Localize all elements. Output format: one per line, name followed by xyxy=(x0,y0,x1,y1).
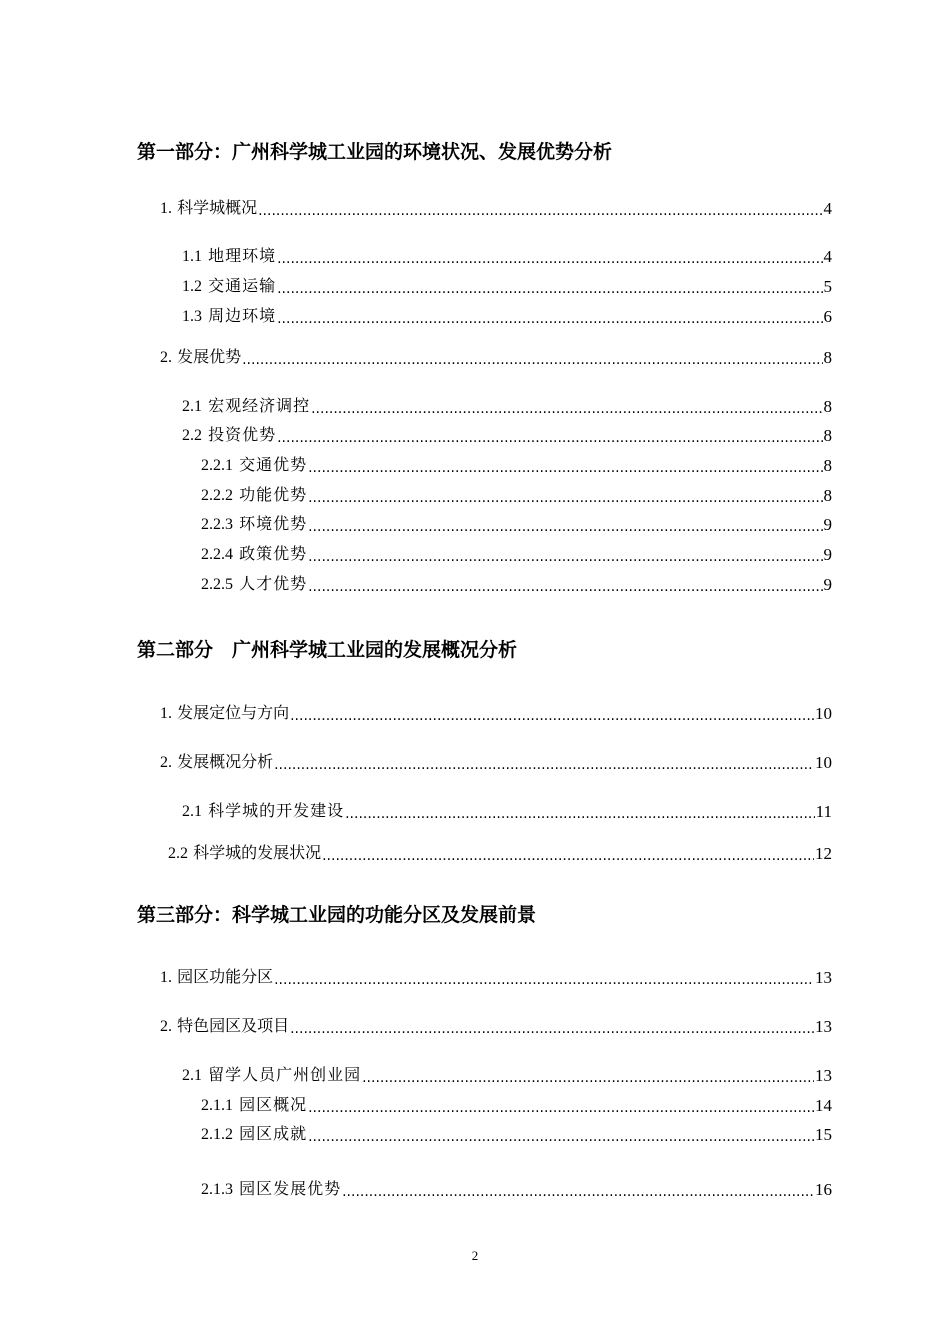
entry-title: 发展概况分析 xyxy=(177,752,274,771)
toc-entry[interactable] xyxy=(182,801,832,822)
entry-number: 1.2 xyxy=(182,278,202,295)
dot-leader xyxy=(308,549,822,565)
entry-title: 留学人员广州创业园 xyxy=(208,1065,362,1084)
dot-leader xyxy=(322,848,814,864)
entry-page: 13 xyxy=(815,968,832,987)
entry-page: 9 xyxy=(823,515,832,534)
entry-page: 8 xyxy=(823,348,832,367)
entry-title: 交通运输 xyxy=(208,276,277,295)
entry-number: 2.2 xyxy=(182,427,202,444)
toc-entry[interactable] xyxy=(201,485,832,506)
entry-title: 政策优势 xyxy=(239,544,308,563)
dot-leader xyxy=(342,1184,814,1200)
toc-entry[interactable] xyxy=(201,1124,832,1145)
entry-number: 2.1.1 xyxy=(201,1097,233,1114)
dot-leader xyxy=(277,430,822,446)
entry-title: 科学城的发展状况 xyxy=(193,843,322,862)
toc-entry[interactable] xyxy=(201,574,832,595)
entry-page: 8 xyxy=(823,456,832,475)
entry-page: 14 xyxy=(815,1096,832,1115)
entry-number: 1.1 xyxy=(182,248,202,265)
toc-entry[interactable] xyxy=(182,276,832,297)
page-number: 2 xyxy=(471,1248,479,1263)
entry-title: 地理环境 xyxy=(208,246,277,265)
entry-title: 投资优势 xyxy=(208,425,277,444)
entry-number: 2.2.1 xyxy=(201,457,233,474)
toc-entry[interactable] xyxy=(201,455,832,476)
entry-page: 10 xyxy=(815,753,832,772)
toc-entry[interactable] xyxy=(201,1179,832,1200)
toc-entry[interactable] xyxy=(182,246,832,267)
entry-page: 13 xyxy=(815,1066,832,1085)
dot-leader xyxy=(277,311,822,327)
dot-leader xyxy=(277,251,822,267)
entry-number: 2.2.4 xyxy=(201,546,233,563)
toc-entry[interactable] xyxy=(160,1016,832,1037)
toc-entry[interactable] xyxy=(182,1065,832,1086)
entry-page: 13 xyxy=(815,1017,832,1036)
entry-number: 1. xyxy=(160,969,172,986)
dot-leader xyxy=(274,757,814,773)
entry-page: 5 xyxy=(823,277,832,296)
dot-leader xyxy=(290,708,814,724)
entry-title: 园区成就 xyxy=(239,1124,308,1143)
entry-title: 园区概况 xyxy=(239,1095,308,1114)
entry-number: 2. xyxy=(160,349,172,366)
dot-leader xyxy=(308,490,822,506)
toc-entry[interactable] xyxy=(160,347,832,368)
entry-number: 1.3 xyxy=(182,308,202,325)
toc-entry[interactable] xyxy=(160,703,832,724)
entry-number: 2.1 xyxy=(182,398,202,415)
entry-title: 园区功能分区 xyxy=(177,967,274,986)
entry-page: 11 xyxy=(815,802,832,821)
entry-title: 科学城的开发建设 xyxy=(208,801,345,820)
entry-title: 特色园区及项目 xyxy=(177,1016,290,1035)
toc-entry[interactable] xyxy=(182,306,832,327)
entry-title: 交通优势 xyxy=(239,455,308,474)
entry-number: 2.1.3 xyxy=(201,1181,233,1198)
section-heading: 第三部分：科学城工业园的功能分区及发展前景 xyxy=(137,904,537,926)
entry-page: 8 xyxy=(823,486,832,505)
entry-title: 环境优势 xyxy=(239,514,308,533)
entry-number: 2.1 xyxy=(182,1067,202,1084)
entry-title: 园区发展优势 xyxy=(239,1179,342,1198)
toc-entry[interactable] xyxy=(168,843,832,864)
entry-number: 1. xyxy=(160,705,172,722)
dot-leader xyxy=(308,1129,814,1145)
entry-page: 12 xyxy=(815,844,832,863)
entry-title: 周边环境 xyxy=(208,306,277,325)
entry-number: 2. xyxy=(160,754,172,771)
entry-number: 2.2.2 xyxy=(201,487,233,504)
entry-page: 8 xyxy=(823,426,832,445)
dot-leader xyxy=(308,460,822,476)
entry-page: 9 xyxy=(823,545,832,564)
entry-page: 15 xyxy=(815,1125,832,1144)
entry-number: 2.1 xyxy=(182,803,202,820)
entry-number: 1. xyxy=(160,200,172,217)
toc-entry[interactable] xyxy=(201,514,832,535)
toc-entry[interactable] xyxy=(182,425,832,446)
section-heading: 第一部分：广州科学城工业园的环境状况、发展优势分析 xyxy=(137,141,613,163)
dot-leader xyxy=(274,972,814,988)
toc-entry[interactable] xyxy=(160,967,832,988)
dot-leader xyxy=(308,1100,814,1116)
entry-number: 2.2.5 xyxy=(201,576,233,593)
toc-entry[interactable] xyxy=(201,1095,832,1116)
toc-entry[interactable] xyxy=(160,752,832,773)
entry-page: 9 xyxy=(823,575,832,594)
entry-number: 2. xyxy=(160,1018,172,1035)
entry-title: 人才优势 xyxy=(239,574,308,593)
entry-page: 4 xyxy=(823,199,832,218)
dot-leader xyxy=(308,579,822,595)
dot-leader xyxy=(277,281,822,297)
entry-number: 2.1.2 xyxy=(201,1126,233,1143)
dot-leader xyxy=(311,401,822,417)
entry-page: 16 xyxy=(815,1180,832,1199)
entry-number: 2.2.3 xyxy=(201,516,233,533)
entry-page: 4 xyxy=(823,247,832,266)
entry-title: 科学城概况 xyxy=(177,198,258,217)
toc-entry[interactable] xyxy=(160,198,832,219)
dot-leader xyxy=(362,1070,814,1086)
entry-page: 6 xyxy=(823,307,832,326)
dot-leader xyxy=(345,806,815,822)
entry-number: 2.2 xyxy=(168,845,188,862)
toc-entry[interactable] xyxy=(182,396,832,417)
entry-page: 8 xyxy=(823,397,832,416)
entry-title: 发展定位与方向 xyxy=(177,703,290,722)
entry-page: 10 xyxy=(815,704,832,723)
toc-entry[interactable] xyxy=(201,544,832,565)
entry-title: 宏观经济调控 xyxy=(208,396,311,415)
entry-title: 功能优势 xyxy=(239,485,308,504)
section-heading: 第二部分 广州科学城工业园的发展概况分析 xyxy=(137,639,518,661)
dot-leader xyxy=(242,352,822,368)
dot-leader xyxy=(258,203,822,219)
dot-leader xyxy=(290,1021,814,1037)
dot-leader xyxy=(308,519,822,535)
entry-title: 发展优势 xyxy=(177,347,242,366)
